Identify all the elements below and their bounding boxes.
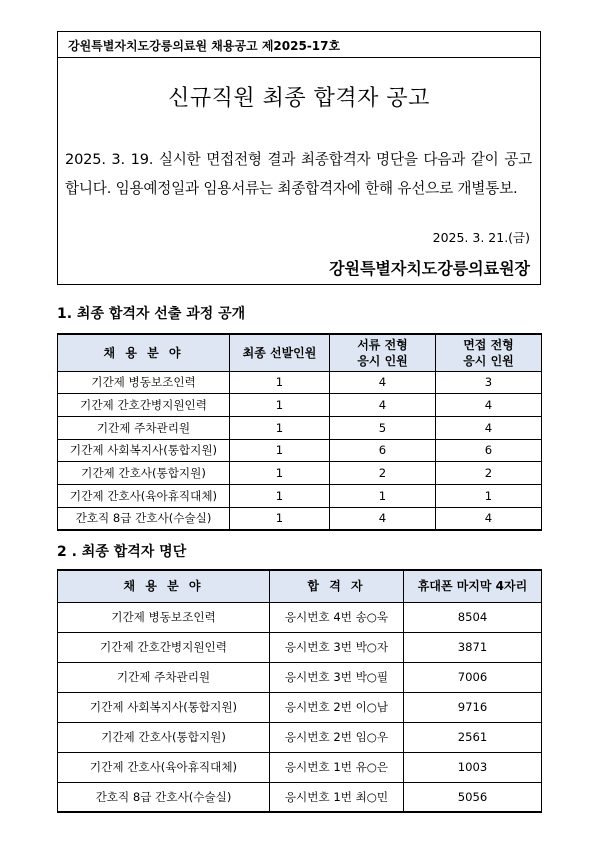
header-selected: 최종 선발인원: [230, 334, 330, 371]
cell-selected: 1: [230, 416, 330, 439]
cell-phone: 3871: [404, 632, 542, 662]
header-interview-line2: 응시 인원: [463, 353, 514, 368]
cell-interview: 1: [436, 484, 542, 507]
header-field: 채 용 분 야: [58, 334, 230, 371]
cell-passer: 응시번호 2번 이○남: [270, 692, 404, 722]
cell-phone: 8504: [404, 602, 542, 632]
cell-passer: 응시번호 3번 박○자: [270, 632, 404, 662]
notice-box: [57, 31, 541, 285]
cell-selected: 1: [230, 484, 330, 507]
notice-divider: [58, 57, 540, 58]
cell-phone: 2561: [404, 722, 542, 752]
cell-selected: 1: [230, 371, 330, 394]
cell-interview: 6: [436, 439, 542, 462]
cell-selected: 1: [230, 439, 330, 462]
table-row: [58, 722, 542, 752]
table-header-row: [58, 570, 542, 602]
cell-field: 기간제 병동보조인력: [58, 371, 230, 394]
section-1-title: 1. 최종 합격자 선출 과정 공개: [57, 306, 246, 322]
table-row: [58, 439, 542, 462]
header-doc-line1: 서류 전형: [357, 337, 408, 352]
cell-field: 기간제 간호사(육아휴직대체): [58, 484, 230, 507]
cell-passer: 응시번호 2번 임○우: [270, 722, 404, 752]
cell-phone: 7006: [404, 662, 542, 692]
cell-field: 기간제 주차관리원: [58, 662, 270, 692]
selection-process-table: [57, 333, 542, 531]
cell-interview: 3: [436, 371, 542, 394]
notice-body: 2025. 3. 19. 실시한 면접전형 결과 최종합격자 명단을 다음과 같이 공고합니다. 임용예정일과 임용서류는 최종합격자에 한해 유선으로 개별통보.: [65, 151, 532, 197]
cell-field: 기간제 간호사(통합지원): [58, 722, 270, 752]
header-doc: [330, 334, 436, 371]
cell-selected: 1: [230, 507, 330, 530]
header-interview: [436, 334, 542, 371]
table-row: [58, 416, 542, 439]
table-row: [58, 752, 542, 782]
cell-field: 기간제 주차관리원: [58, 416, 230, 439]
cell-field: 기간제 간호사(육아휴직대체): [58, 752, 270, 782]
cell-interview: 4: [436, 394, 542, 417]
cell-passer: 응시번호 3번 박○필: [270, 662, 404, 692]
header-doc-line2: 응시 인원: [357, 353, 408, 368]
table-row: [58, 632, 542, 662]
cell-phone: 5056: [404, 782, 542, 812]
table-row: [58, 662, 542, 692]
cell-doc: 5: [330, 416, 436, 439]
header-phone: 휴대폰 마지막 4자리: [404, 570, 542, 602]
cell-doc: 1: [330, 484, 436, 507]
table-row: [58, 371, 542, 394]
header-passer: 합 격 자: [270, 570, 404, 602]
cell-field: 기간제 간호간병지원인력: [58, 394, 230, 417]
table-row: [58, 484, 542, 507]
cell-field: 간호직 8급 간호사(수술실): [58, 782, 270, 812]
table-header-row: [58, 334, 542, 371]
cell-interview: 4: [436, 507, 542, 530]
final-passers-table: [57, 569, 542, 813]
table-row: [58, 602, 542, 632]
table-row: [58, 394, 542, 417]
cell-field: 기간제 사회복지사(통합지원): [58, 439, 230, 462]
cell-doc: 4: [330, 394, 436, 417]
cell-field: 기간제 간호사(통합지원): [58, 462, 230, 485]
cell-field: 기간제 사회복지사(통합지원): [58, 692, 270, 722]
cell-field: 기간제 간호간병지원인력: [58, 632, 270, 662]
notice-issuer: 강원특별자치도강릉의료원장: [329, 259, 530, 278]
section-2-title: 2 . 최종 합격자 명단: [57, 544, 187, 560]
table-row: [58, 692, 542, 722]
cell-doc: 6: [330, 439, 436, 462]
cell-field: 간호직 8급 간호사(수술실): [58, 507, 230, 530]
page-title: 신규직원 최종 합격자 공고: [168, 86, 430, 111]
table-row: [58, 782, 542, 812]
cell-interview: 4: [436, 416, 542, 439]
cell-phone: 9716: [404, 692, 542, 722]
header-interview-line1: 면접 전형: [463, 337, 514, 352]
cell-doc: 4: [330, 371, 436, 394]
cell-passer: 응시번호 1번 유○은: [270, 752, 404, 782]
cell-selected: 1: [230, 394, 330, 417]
header-field: 채 용 분 야: [58, 570, 270, 602]
cell-interview: 2: [436, 462, 542, 485]
notice-date: 2025. 3. 21.(금): [432, 230, 530, 245]
cell-doc: 2: [330, 462, 436, 485]
table-row: [58, 462, 542, 485]
cell-field: 기간제 병동보조인력: [58, 602, 270, 632]
cell-passer: 응시번호 1번 최○민: [270, 782, 404, 812]
cell-selected: 1: [230, 462, 330, 485]
cell-doc: 4: [330, 507, 436, 530]
cell-passer: 응시번호 4번 송○욱: [270, 602, 404, 632]
cell-phone: 1003: [404, 752, 542, 782]
notice-number: 강원특별자치도강릉의료원 채용공고 제2025-17호: [68, 39, 341, 53]
table-row: [58, 507, 542, 530]
